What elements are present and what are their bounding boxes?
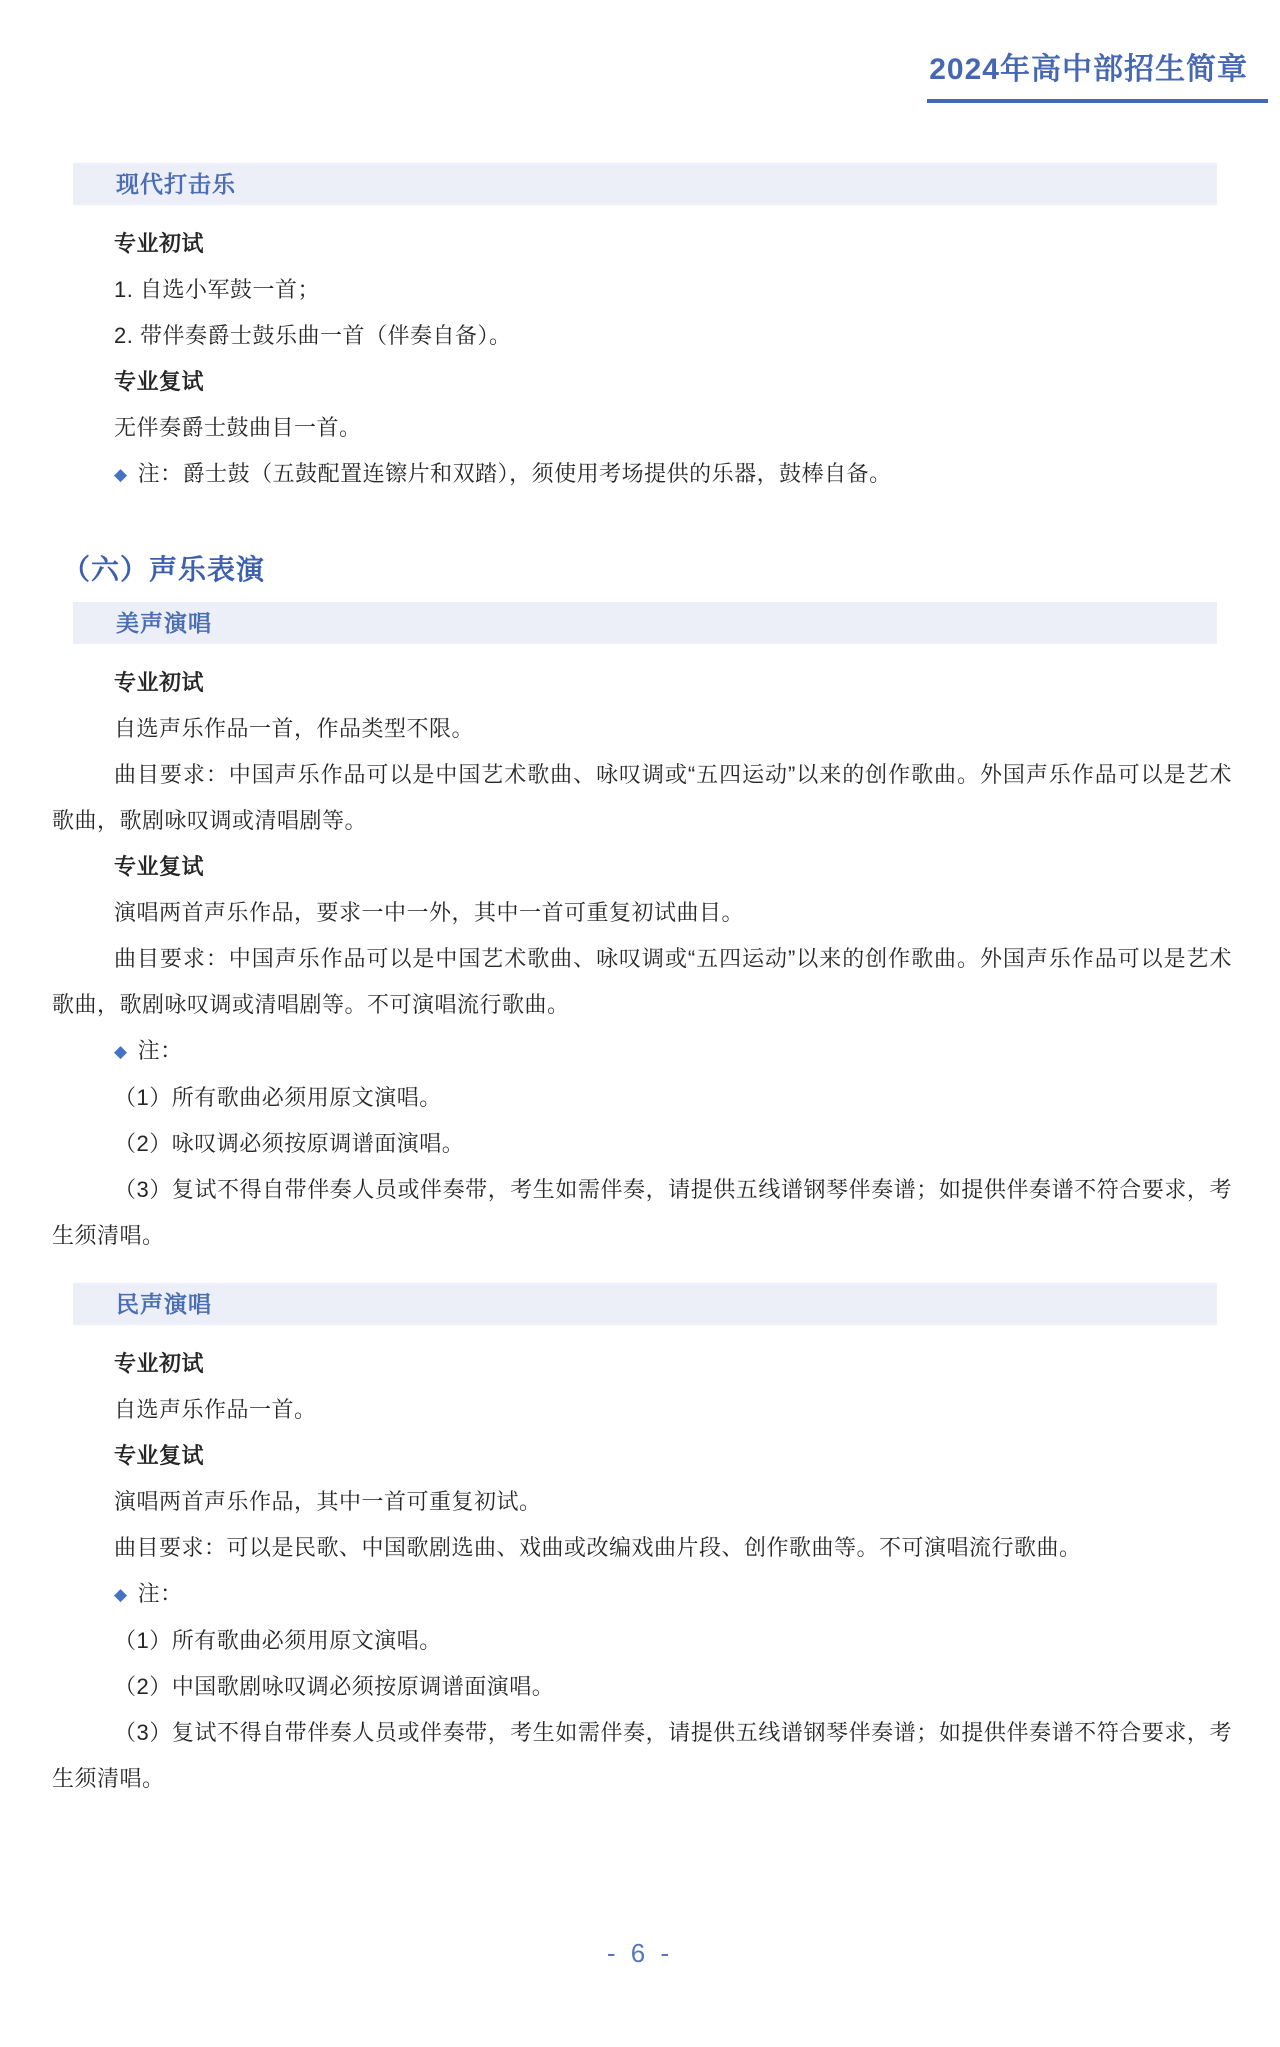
subheading-initial-exam: 专业初试 xyxy=(114,670,205,695)
content xyxy=(0,163,1280,1802)
section-bar-modern-percussion xyxy=(73,163,1217,205)
note-line xyxy=(52,451,1232,498)
section-bar-bel-canto xyxy=(73,602,1217,644)
note-item-2: （2）咏叹调必须按原调谱面演唱。 xyxy=(114,1131,465,1156)
note-line xyxy=(52,1571,1232,1618)
note-item-1: （1）所有歌曲必须用原文演唱。 xyxy=(114,1628,442,1653)
paragraph: 曲目要求：中国声乐作品可以是中国艺术歌曲、咏叹调或“五四运动”以来的创作歌曲。外国声乐作品可以是艺术歌曲，歌剧咏叹调或清唱剧等。不可演唱流行歌曲。 xyxy=(52,946,1232,1017)
paragraph: 自选声乐作品一首。 xyxy=(114,1397,317,1422)
paragraph: 无伴奏爵士鼓曲目一首。 xyxy=(114,415,362,440)
page-title: 2024年高中部招生简章 xyxy=(927,50,1268,103)
section-bar-title: 现代打击乐 xyxy=(116,171,236,197)
section-bar-folk-singing xyxy=(73,1283,1217,1325)
note-item-3: （3）复试不得自带伴奏人员或伴奏带，考生如需伴奏，请提供五线谱钢琴伴奏谱；如提供伴奏谱不符合要求，考生须清唱。 xyxy=(52,1177,1232,1248)
subheading-second-exam: 专业复试 xyxy=(114,1443,205,1468)
paragraph: 演唱两首声乐作品，其中一首可重复初试。 xyxy=(114,1489,542,1514)
paragraph: 2. 带伴奏爵士鼓乐曲一首（伴奏自备）。 xyxy=(114,323,512,348)
subheading-second-exam: 专业复试 xyxy=(114,369,205,394)
diamond-icon: ◆ xyxy=(114,465,128,484)
note-text: 注：爵士鼓（五鼓配置连镲片和双踏），须使用考场提供的乐器，鼓棒自备。 xyxy=(137,461,892,486)
paragraph: 自选声乐作品一首，作品类型不限。 xyxy=(114,716,475,741)
note-item-3: （3）复试不得自带伴奏人员或伴奏带，考生如需伴奏，请提供五线谱钢琴伴奏谱；如提供伴奏谱不符合要求，考生须清唱。 xyxy=(52,1720,1232,1791)
page-header xyxy=(0,0,1280,103)
note-line xyxy=(52,1028,1232,1075)
note-text: 注： xyxy=(137,1581,183,1606)
diamond-icon: ◆ xyxy=(114,1585,128,1604)
chapter-heading: （六）声乐表演 xyxy=(62,554,266,585)
note-item-2: （2）中国歌剧咏叹调必须按原调谱面演唱。 xyxy=(114,1674,555,1699)
page-number: - 6 - xyxy=(606,1938,674,1968)
subheading-initial-exam: 专业初试 xyxy=(114,231,205,256)
subheading-second-exam: 专业复试 xyxy=(114,854,205,879)
diamond-icon: ◆ xyxy=(114,1042,128,1061)
paragraph: 演唱两首声乐作品，要求一中一外，其中一首可重复初试曲目。 xyxy=(114,900,745,925)
section-bar-title: 民声演唱 xyxy=(116,1291,212,1317)
paragraph: 1. 自选小军鼓一首； xyxy=(114,277,320,302)
note-item-1: （1）所有歌曲必须用原文演唱。 xyxy=(114,1085,442,1110)
section-bar-title: 美声演唱 xyxy=(116,610,212,636)
paragraph: 曲目要求：中国声乐作品可以是中国艺术歌曲、咏叹调或“五四运动”以来的创作歌曲。外国声乐作品可以是艺术歌曲，歌剧咏叹调或清唱剧等。 xyxy=(52,762,1232,833)
paragraph: 曲目要求：可以是民歌、中国歌剧选曲、戏曲或改编戏曲片段、创作歌曲等。不可演唱流行歌曲。 xyxy=(114,1535,1082,1560)
subheading-initial-exam: 专业初试 xyxy=(114,1351,205,1376)
note-text: 注： xyxy=(137,1038,183,1063)
